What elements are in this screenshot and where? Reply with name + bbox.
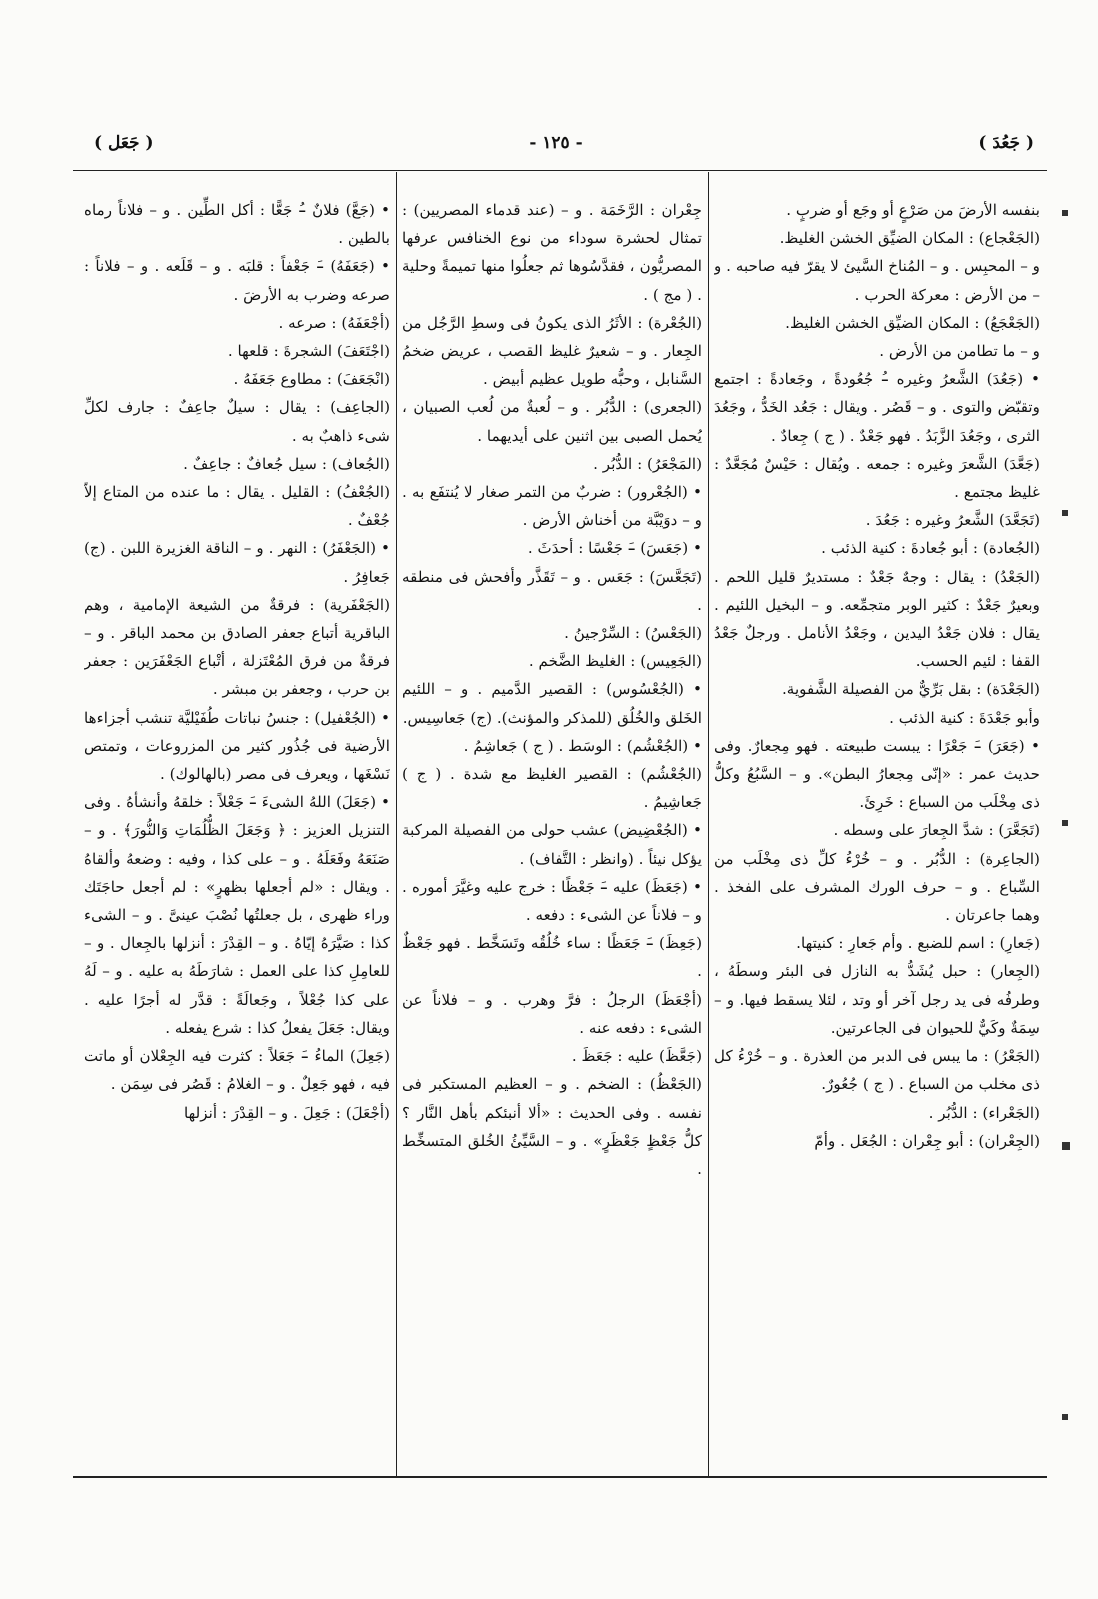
entry-paragraph: (الجَعْرُ) : ما يبس فى الدبر من العذرة . و – خُرْءُ كل ذى مخلب من السباع . ( ج ) جُعُورٌ. [714, 1047, 1040, 1094]
header-start-entry: ( جَعُدَ ) [978, 133, 1034, 153]
entry-paragraph: • (جَعُدَ) الشَّعرُ وغيره –ُ جُعُودةً ، وجَعادةً : اجتمع وتقبّض والتوى . و – قَصُر . ويقال : جَعُد الخَدُّ ، وجَعُدَ الثرى ، وجَعُدَ الزَّبَدُ . فهو جَعْدٌ . ( ج ) جِعادٌ . [714, 370, 1040, 445]
margin-mark [1062, 820, 1068, 826]
header-end-entry: ( جَعَل ) [94, 133, 154, 153]
entry-paragraph: • (الجُعْرور) : ضربٌ من التمر صغار لا يُنتفَع به . و – دوَيْبَّة من أخناش الأرض . [402, 483, 702, 530]
entry-paragraph: و – المحبِس . و – المُناخ السَّيئ لا يقرّ فيه صاحبه . و – من الأرض : معركة الحرب . [714, 257, 1040, 304]
entry-paragraph: (الجُعاف) : سيل جُعافٌ : جاعِفٌ . [183, 454, 390, 473]
entry-paragraph: (تَجَعَّسَ) : جَعَس . و – تَقَذَّر وأفحش فى منطقه . [402, 567, 702, 614]
column-left [84, 196, 390, 1478]
entry-paragraph: (الجَعْجَعُ) : المكان الضيِّق الخشن الغليظ. [785, 313, 1040, 332]
entry-paragraph: • (جَعَّ) فلانٌ –ُ جَعًّا : أكل الطِّين . و – فلاناً رماه بالطين . [84, 201, 390, 248]
entry-paragraph: (أجْعَلَ) : جَعِلَ . و – القِدْرَ : أنزلها [183, 1103, 390, 1122]
entry-paragraph: (الجُعْشُم) : القصير الغليظ مع شدة . ( ج ) جَعاشِيمُ . [402, 765, 702, 812]
entry-paragraph: (الجاعِرة) : الدُّبُر . و – خُرْءُ كلِّ ذى مِخْلَب من السِّباع . و – حرف الورك المشرف على الفخذ . وهما جاعرتان . [714, 849, 1040, 925]
entry-paragraph: (الجُعْرة) : الأثَرُ الذى يكونُ فى وسطِ الرَّجُل من الجِعار . و – شعيرٌ غليظ القصب ، عريض ضخمُ السَّنابل ، وحبُّه طويل عظيم أبيض . [402, 313, 702, 389]
entry-paragraph: • (الجَعْفَرُ) : النهر . و – الناقة الغزيرة اللبن . (ج) جَعافِرُ . [84, 539, 390, 586]
entry-paragraph: • (الجُعْضِيض) عشب حولى من الفصيلة المركبة يؤكل نيئاً . (وانظر : التَّفاف) . [402, 821, 702, 868]
entry-paragraph: بنفسه الأرضَ من صَرْعٍ أو وجَع أو ضربٍ . [786, 201, 1040, 219]
entry-paragraph: • (الجُعْفيل) : جنسُ نباتات طُفَيْليَّة تنشب أجزاءها الأرضية فى جُذُور كثير من المزروعات ، وتمتص نَسْغَها ، ويعرف فى مصر (بالهالوك) . [84, 708, 390, 784]
entry-paragraph: (تَجَعَّدَ) الشَّعرُ وغيره : جَعُدَ . [865, 511, 1040, 530]
column-middle [402, 196, 702, 1478]
entry-paragraph: (الجَعْفَرية) : فرقةٌ من الشيعة الإمامية ، وهم الباقرية أتباع جعفر الصادق بن محمد الباقر . و – فرقةٌ من فرق المُعْتَزلة ، أتْباع الجَعْفَرَين : جعفر بن حرب ، وجعفر بن مبشر . [84, 595, 390, 699]
column-separator-2 [396, 172, 397, 1476]
entry-paragraph: (تَجَعَّرَ) : شدَّ الجِعارَ على وسطه . [833, 821, 1040, 840]
column-separator-1 [708, 172, 709, 1476]
margin-mark [1062, 1414, 1068, 1420]
entry-paragraph: (الجِعار) : حبل يُشَدُّ به النازل فى البئر وسطَهُ ، وطرفُه فى يد رجل آخر أو وتد ، لئلا يسقط فيها. و – سِمَةٌ وكَيٌّ للحيوان فى الجاعرتين. [714, 962, 1040, 1037]
entry-paragraph: • (الجُعْشُم) : الوسَط . ( ج ) جَعاشِمُ . [463, 736, 702, 755]
entry-paragraph: (الجَعِيس) : الغليظ الضَّخم . [528, 652, 702, 671]
entry-paragraph: (الجعرى) : الدُّبُر . و – لُعبةٌ من لُعب الصبيان ، يُحمل الصبى بين اثنين على أيديهما . [402, 398, 702, 445]
page-number: - ١٢٥ - [529, 133, 583, 153]
entry-paragraph: (الجَعْظُ) : الضخم . و – العظيم المستكبر فى نفسه . وفى الحديث : «ألا أنبئكم بأهل النَّار ؟ كلُّ جَعْظٍ جَعْظَرٍ» . و – السَّيِّئُ الخُلق المتسخِّط . [402, 1075, 702, 1178]
entry-paragraph: (المَجْعَرُ) : الدُّبُر . [593, 454, 702, 473]
entry-paragraph: • (جَعَرَ) –َ جَعْرًا : يبست طبيعته . فهو مِجعارٌ. وفى حديث عمر : «إنّى مِجعارُ البطن». و – السَّبُعُ وكلُّ ذى مِخْلَب من السباع : خَرِئَ. [714, 736, 1040, 812]
entry-paragraph: • (جَعَلَ) اللهُ الشىءَ –َ جَعْلاً : خلقهُ وأنشأهُ . وفى التنزيل العزيز : ﴿ وَجَعَلَ الظُّلُمَاتِ وَالنُّورَ﴾ . و – صَنَعَهُ وفَعَلَهُ . و – على كذا ، وفيه : وضعهُ وألقاهُ . ويقال : «لم أجعلها بظهرٍ» : لم أجعل حاجَتَك وراء ظهرى ، بل جعلتُها نُصْبَ عينىَّ . و – الشىء كذا : صَيَّرَهُ إيّاهُ . و – القِدْرَ : أنزلها بالجِعال . و – للعامِلِ كذا على العمل : شارَطَهُ به عليه . و – لَهُ على كذا جُعْلاً ، وجَعالَةً : قدَّر له أجرًا عليه . ويقال: جَعَلَ يفعلُ كذا : شرع يفعله . [84, 793, 390, 1037]
entry-paragraph: (الجَعْدُ) : يقال : وجهٌ جَعْدٌ : مستديرٌ قليل اللحم . وبعيرٌ جَعْدٌ : كثير الوبر متجمِّعه. و – البخيل اللئيم . يقال : فلان جَعْدُ اليدين ، وجَعْدُ الأنامل . ورجلٌ جَعْدُ القفا : لئيم الحسب. [714, 567, 1040, 671]
entry-paragraph: (أجْعَظَ) الرجلُ : فرَّ وهرب . و – فلاناً عن الشىء : دفعه عنه . [402, 990, 702, 1037]
entry-paragraph: (أجْعَفَهُ) : صرعه . [278, 313, 390, 332]
margin-mark [1062, 1142, 1070, 1150]
entry-paragraph: (الجِعْران) : أبو جِعْران : الجُعَل . وأمّ [814, 1131, 1040, 1150]
entry-paragraph: • (جَعَسَ) –َ جَعْسًا : أحدَثَ . [527, 539, 702, 558]
entry-paragraph: • (الجُعْسُوس) : القصير الدَّميم . و – اللئيم الخَلق والخُلُق (للمذكر والمؤنث). (ج) جَعاسِيس. [402, 680, 702, 727]
footer-rule [73, 1476, 1047, 1478]
entry-paragraph: (اجْتَعَفَ) الشجرةَ : قلعها . [227, 342, 390, 361]
entry-paragraph: (الجُعادة) : أبو جُعادةَ : كنية الذئب . [821, 539, 1040, 558]
entry-paragraph: (جَعارِ) : اسم للضبع . وأم جَعارِ : كنيتها. [796, 934, 1040, 953]
entry-paragraph: (جَعَّظَ) عليه : جَعَظَ . [571, 1047, 702, 1066]
entry-paragraph: • (جَعَفَهُ) –َ جَعْفاً : قلبَه . و – قَلَعه . و – فلاناً : صرعه وضرب به الأرضَ . [84, 257, 390, 304]
entry-paragraph: وأبو جَعْدَةَ : كنية الذئب . [889, 708, 1040, 727]
header-rule [73, 170, 1047, 171]
entry-paragraph: (جَعِلَ) الماءُ –َ جَعَلاً : كثرت فيه الجِعْلان أو ماتت فيه ، فهو جَعِلٌ . و – الغلامُ : قَصُر فى سِمَن . [84, 1047, 390, 1094]
entry-paragraph: و – ما تطامن من الأرض . [879, 342, 1040, 361]
margin-mark [1062, 510, 1068, 516]
entry-paragraph: (الجُعْفُ) : القليل . يقال : ما عنده من المتاع إلاّ جُعْفٌ . [84, 483, 390, 530]
column-right [714, 196, 1040, 1478]
entry-paragraph: (انْجَعَفَ) : مطاوع جَعَفَهُ . [233, 370, 390, 389]
entry-paragraph: جِعْران : الرَّخَمَة . و – (عند قدماء المصريين) : تمثال لحشرة سوداء من نوع الخنافس عرفها المصريُّون ، فقدَّسُوها ثم جعلُوا منها تميمةً وحلية . ( مج ) . [402, 201, 702, 304]
entry-paragraph: • (جَعَظَ) عليه –َ جَعْظًا : خرج عليه وغيَّرَ أموره . و – فلاناً عن الشىء : دفعه . [402, 877, 702, 925]
margin-mark [1062, 210, 1068, 216]
entry-paragraph: (الجَعْسُ) : السِّرْجينُ . [564, 624, 702, 643]
entry-paragraph: (الجَعْجاع) : المكان الضيِّق الخشن الغليظ. [779, 229, 1040, 248]
entry-paragraph: (جَعَّدَ) الشَّعرَ وغيره : جمعه . ويُقال : حَيْسٌ مُجَعَّدٌ : غليظ مجتمع . [714, 454, 1040, 502]
page-header [72, 133, 1040, 173]
entry-paragraph: (الجاعِف) : يقال : سيلٌ جاعِفٌ : جارف لكلِّ شىء ذاهبٌ به . [84, 398, 390, 445]
entry-paragraph: (جَعِظَ) –َ جَعَظًا : ساء خُلُقُه وتَسَخَّط . فهو جَعْظٌ . [402, 934, 702, 981]
entry-paragraph: (الجَعْدَة) : بقل بَرِّيٌّ من الفصيلة الشَّفوية. [781, 680, 1040, 699]
entry-paragraph: (الجَعْراء) : الدُّبُر . [928, 1103, 1040, 1122]
